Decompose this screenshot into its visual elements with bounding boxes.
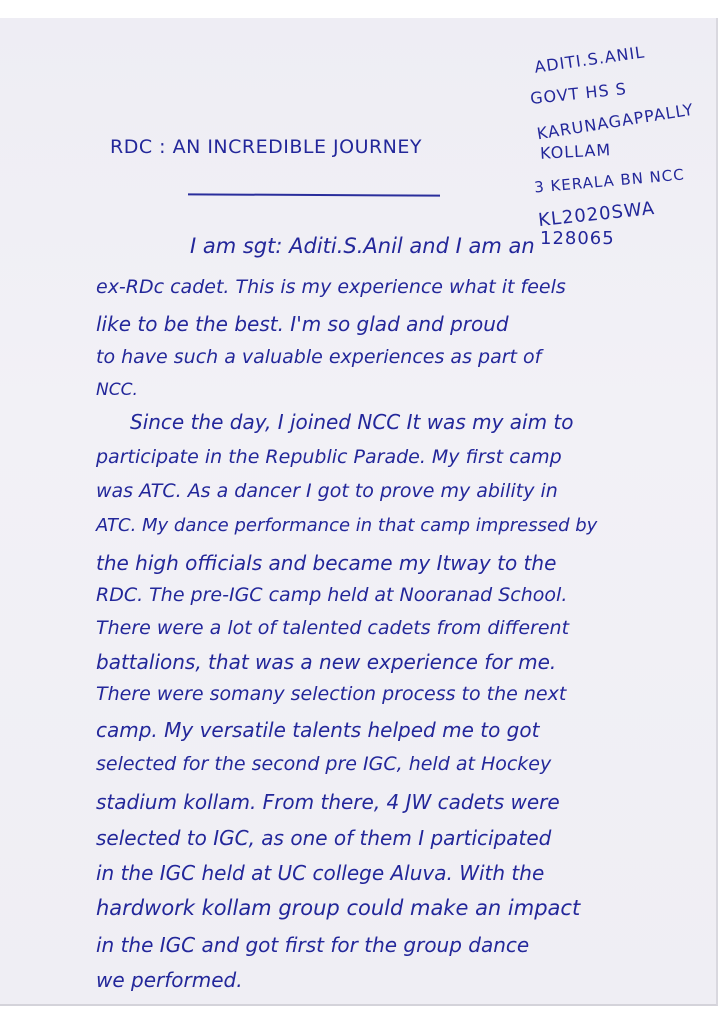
essay-line: to have such a valuable experiences as part of <box>96 346 542 368</box>
address-line-cadet-number: 128065 <box>540 228 615 249</box>
essay-line: was ATC. As a dancer I got to prove my ability in <box>96 480 558 502</box>
essay-line: we performed. <box>96 968 243 992</box>
essay-line: There were somany selection process to the next <box>96 683 567 705</box>
address-line-battalion: 3 KERALA BN NCC <box>533 165 686 197</box>
essay-line: I am sgt: Aditi.S.Anil and I am an <box>190 234 535 258</box>
essay-line: ATC. My dance performance in that camp impressed by <box>96 515 598 536</box>
essay-line: NCC. <box>96 380 138 400</box>
essay-line: participate in the Republic Parade. My first camp <box>96 446 562 468</box>
essay-line: in the IGC held at UC college Aluva. With the <box>96 861 545 885</box>
address-line-school: GOVT HS S <box>529 78 628 109</box>
page-title: RDC : AN INCREDIBLE JOURNEY <box>110 136 423 158</box>
essay-line: in the IGC and got first for the group dance <box>96 933 530 957</box>
essay-line: battalions, that was a new experience for me. <box>96 650 557 674</box>
title-underline <box>188 193 440 196</box>
address-line-town: KARUNAGAPPALLY <box>535 99 696 144</box>
essay-line: ex-RDc cadet. This is my experience what it feels <box>96 276 566 298</box>
essay-line: There were a lot of talented cadets from different <box>96 617 570 639</box>
essay-line: RDC. The pre-IGC camp held at Nooranad School. <box>96 584 568 606</box>
essay-line: stadium kollam. From there, 4 JW cadets were <box>96 790 560 814</box>
address-line-regimental-number: KL2020SWA <box>537 197 656 232</box>
address-line-name: ADITI.S.ANIL <box>533 42 647 77</box>
essay-line: selected to IGC, as one of them I participated <box>96 826 552 850</box>
address-line-district: KOLLAM <box>539 140 612 163</box>
handwritten-page <box>0 18 718 1006</box>
essay-line: like to be the best. I'm so glad and proud <box>96 312 509 336</box>
essay-line: the high officials and became my Itway to the <box>96 551 557 575</box>
essay-line: Since the day, I joined NCC It was my aim to <box>130 410 574 434</box>
essay-line: camp. My versatile talents helped me to got <box>96 718 540 742</box>
essay-line: selected for the second pre IGC, held at Hockey <box>96 753 552 775</box>
essay-line: hardwork kollam group could make an impact <box>96 896 581 920</box>
